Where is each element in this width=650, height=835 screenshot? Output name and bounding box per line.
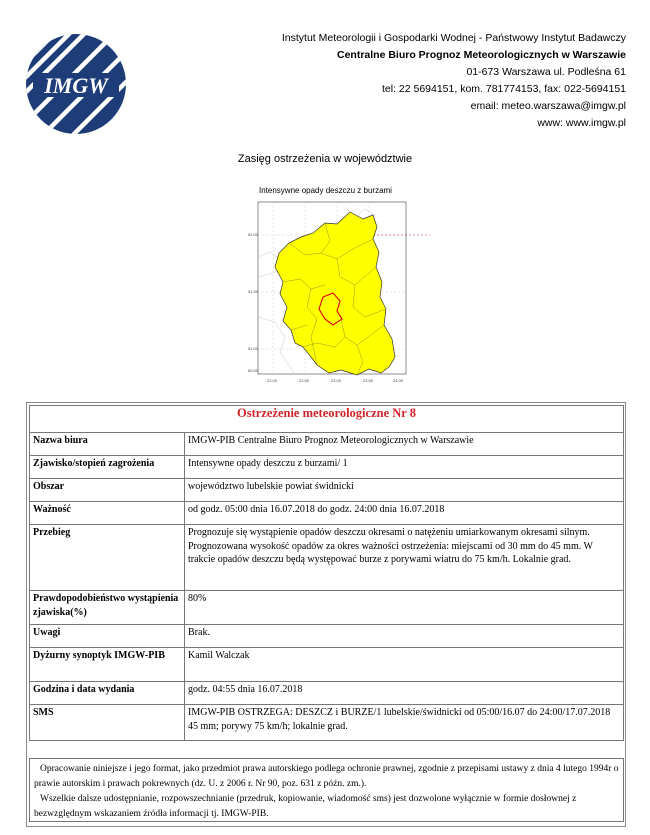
row-label: Obszar — [30, 479, 185, 502]
lon-label: 23.00 — [331, 378, 342, 383]
row-value: od godz. 05:00 dnia 16.07.2018 do godz. 24:00 dnia 16.07.2018 — [185, 502, 624, 525]
lon-label: 22.00 — [267, 378, 278, 383]
logo-text: IMGW — [44, 73, 108, 98]
warning-map — [245, 197, 430, 397]
phone-line: tel: 22 5694151, kom. 781774153, fax: 022-5694151 — [381, 83, 626, 95]
row-label: Uwagi — [30, 625, 185, 648]
row-label: SMS — [30, 705, 185, 741]
email-line: email: meteo.warszawa@imgw.pl — [470, 100, 626, 112]
row-label: Nazwa biura — [30, 433, 185, 456]
lon-label: 22.50 — [299, 378, 310, 383]
table-row — [30, 433, 624, 456]
lat-label: 51.00 — [248, 346, 259, 351]
lat-label: 52.00 — [248, 232, 259, 237]
row-label: Dyżurny synoptyk IMGW-PIB — [30, 648, 185, 682]
table-row — [30, 648, 624, 682]
map-subtitle: Intensywne opady deszczu z burzami — [259, 186, 392, 195]
table-row — [30, 479, 624, 502]
copyright-paragraph: Opracowanie niniejsze i jego format, jako przedmiot prawa autorskiego podlega ochronie prawnej, zgodnie z przepisami ustawy z dnia 4 lutego 1994r o prawie autorskim i prawach pokrewnych (dz. U. z 2006 r. Nr 90, poz. 631 z późn. zm.). — [34, 764, 619, 789]
table-row — [30, 456, 624, 479]
row-label: Godzina i data wydania — [30, 682, 185, 705]
row-value: IMGW-PIB Centralne Biuro Prognoz Meteorologicznych w Warszawie — [185, 433, 624, 456]
address: 01-673 Warszawa ul. Podleśna 61 — [466, 66, 626, 78]
lat-label: 50.50 — [248, 368, 259, 373]
warning-table — [29, 405, 624, 741]
row-value: Kamil Walczak — [185, 648, 624, 682]
row-value: 80% — [185, 591, 624, 625]
lon-label: 24.00 — [393, 378, 404, 383]
row-value: IMGW-PIB OSTRZEGA: DESZCZ i BURZE/1 lubelskie/świdnicki od 05:00/16.07 do 24:00/17.07.2018 45 mm; porywy 75 km/h; lokalnie grad. — [185, 705, 624, 741]
lon-label: 23.50 — [363, 378, 374, 383]
institute-name: Instytut Meteorologii i Gospodarki Wodnej - Państwowy Instytut Badawczy — [281, 32, 626, 44]
table-row — [30, 682, 624, 705]
table-row — [30, 625, 624, 648]
table-row — [30, 705, 624, 741]
row-label: Zjawisko/stopień zagrożenia — [30, 456, 185, 479]
row-label: Ważność — [30, 502, 185, 525]
table-row — [30, 591, 624, 625]
row-value: godz. 04:55 dnia 16.07.2018 — [185, 682, 624, 705]
lat-label: 51.50 — [248, 289, 259, 294]
www-line: www: www.imgw.pl — [537, 117, 626, 129]
row-value: Intensywne opady deszczu z burzami/ 1 — [185, 456, 624, 479]
office-name: Centralne Biuro Prognoz Meteorologicznych w Warszawie — [337, 49, 626, 61]
imgw-logo — [25, 33, 127, 135]
copyright-paragraph: Wszelkie dalsze udostępnianie, rozpowszechnianie (przedruk, kopiowanie, wiadomość sms) jest dozwolone wyłącznie w formie dosłownej z bezwzględnym wskazaniem źródła informacji tj. IMGW-PIB. — [34, 794, 577, 819]
row-label: Przebieg — [30, 525, 185, 591]
row-label: Prawdopodobieństwo wystąpienia zjawiska(%) — [30, 591, 185, 625]
row-value: Brak. — [185, 625, 624, 648]
table-row — [30, 502, 624, 525]
institute-header — [282, 30, 626, 132]
row-value: województwo lubelskie powiat świdnicki — [185, 479, 624, 502]
row-value: Prognozuje się wystąpienie opadów deszczu okresami o natężeniu umiarkowanym okresami silnym. Prognozowana wysokość opadów za okres ważności ostrzeżenia: miejscami od 30 mm do 45 mm. W trakcie opadów deszczu będą występować burze z porywami wiatru do 75 km/h. Lokalnie grad. — [185, 525, 624, 591]
map-title: Zasięg ostrzeżenia w województwie — [237, 153, 413, 165]
copyright-footer — [29, 758, 624, 822]
table-row — [30, 525, 624, 591]
warning-title: Ostrzeżenie meteorologiczne Nr 8 — [30, 406, 624, 433]
